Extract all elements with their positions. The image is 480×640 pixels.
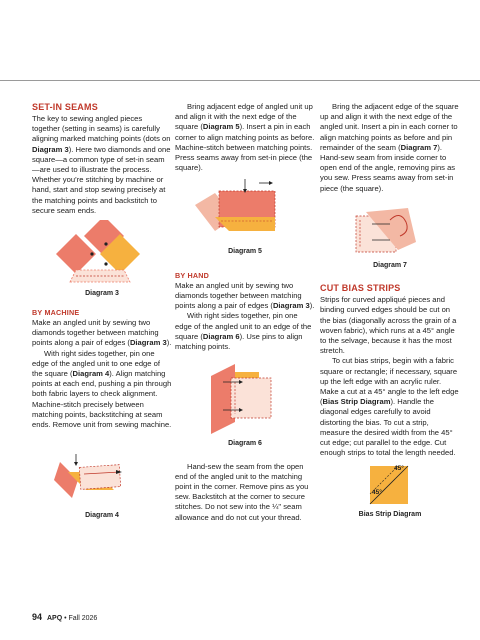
diagram-ref: Diagram 3 <box>32 144 69 154</box>
diagram-4-caption: Diagram 4 <box>85 512 119 520</box>
bias-angle-top-label: 45° <box>394 465 404 473</box>
diagram-ref: Diagram 3 <box>129 338 167 348</box>
diagram-3 <box>32 220 172 302</box>
set-in-seams-heading: SET-IN SEAMS <box>32 102 98 112</box>
diagram-7-caption: Diagram 7 <box>373 262 407 270</box>
diagram-4 <box>32 444 172 521</box>
diagram-ref: Diagram 7 <box>400 142 438 152</box>
by-hand-paragraph-2: With right sides together, pin one edge of the angled unit to an edge of the square (Diagram 6). Use pins to align matching points. <box>175 311 312 352</box>
column-3 <box>320 102 460 521</box>
top-rule <box>0 80 480 81</box>
by-hand-heading: BY HAND <box>175 270 210 280</box>
diagram-7-illustration <box>320 206 460 258</box>
column-2-paragraph-1: Bring adjacent edge of angled unit up and align it with the next edge of the square (Diagram 5). Insert a pin in each corner to align matching points as before. Machine-stitch between matching points. Press seams away from set-in piece (the square). <box>175 102 315 173</box>
diagram-5-caption: Diagram 5 <box>228 247 262 255</box>
column-2 <box>175 102 315 523</box>
cut-bias-strips-heading: CUT BIAS STRIPS <box>320 283 401 294</box>
footer-separator: • <box>62 615 69 622</box>
diagram-ref: Diagram 5 <box>202 122 240 132</box>
bias-angle-left-label: 45° <box>372 489 382 497</box>
diagram-3-illustration <box>32 220 172 288</box>
column-1 <box>32 102 172 522</box>
bias-strip-diagram <box>320 464 460 520</box>
diagram-3-caption: Diagram 3 <box>85 290 119 298</box>
bias-strip-diagram-caption: Bias Strip Diagram <box>358 511 422 519</box>
diagram-7 <box>320 206 460 271</box>
diagram-6-caption: Diagram 6 <box>228 440 262 448</box>
diagram-6 <box>175 362 315 449</box>
page-number: 94 <box>32 612 43 622</box>
diagram-4-illustration <box>32 444 172 508</box>
by-machine-paragraph-1: Make an angled unit by sewing two diamonds together between matching points along a pair of edges (Diagram 3). <box>32 318 172 348</box>
cut-bias-paragraph-2: To cut bias strips, begin with a fabric square or rectangle; if necessary, square up the left edge with an acrylic ruler. Make a cut at a 45° angle to the left edge (Bias Strip Diagram). Handle the diagonal edges carefully to avoid distorting the bias. To cut a strip, measure the desired width from the 45° cut edge; cut parallel to the edge. Cut enough strips to total the length needed. <box>320 356 459 458</box>
diagram-5 <box>175 177 315 256</box>
diagram-ref: Bias Strip Diagram <box>322 397 391 407</box>
column-3-paragraph-1: Bring the adjacent edge of the square up and align it with the next edge of the angled unit. Insert a pin in each corner to align matching points as before and pin remainder of the seam (Diagram 7). Hand-sew seam from inside corner to open end of the angle, removing pins as you sew. Press seams away from set-in piece (the square). <box>320 102 459 193</box>
column-2-paragraph-final: Hand-sew the seam from the open end of the angled unit to the matching point in the corner. Remove pins as you sew. Backstitch at the corner to secure stitches. Do not sew into the ¼" seam allowance and do not cut your thread. <box>175 461 309 522</box>
by-machine-heading: BY MACHINE <box>32 308 80 318</box>
set-in-seams-intro: The key to sewing angled pieces together (setting in seams) is carefully aligning marked matching points (dots on Diagram 3). Here two diamonds and one square—a common type of set-in seam—are used to illustrate the process. Whether you’re stitching by machine or hand, start and stop sewing precisely at the matching points and backstitch to secure seam ends. <box>32 114 171 215</box>
diagram-6-illustration <box>175 362 315 436</box>
by-hand-paragraph-1: Make an angled unit by sewing two diamonds together between matching points along a pair of edges (Diagram 3). <box>175 280 315 311</box>
magazine-name: APQ <box>46 615 63 622</box>
cut-bias-paragraph-1: Strips for curved appliqué pieces and binding curved edges should be cut on the bias (diagonally across the grain of a woven fabric), which runs at a 45° angle to the selvage, because it has the most stretch. <box>320 295 457 356</box>
issue-label: Fall 2026 <box>68 615 98 622</box>
bias-strip-illustration <box>320 464 460 508</box>
page-footer <box>32 612 97 622</box>
diagram-5-illustration <box>175 177 315 243</box>
diagram-ref: Diagram 6 <box>202 331 240 341</box>
diagram-ref: Diagram 4 <box>72 369 110 379</box>
by-machine-paragraph-2: With right sides together, pin one edge of the angled unit to one edge of the square (Diagram 4). Align matching points at each end, pushing a pin through both fabric layers to check alignment. Machine-stitch precisely between matching points, backstitching at seam ends. Remove unit from sewing machine. <box>32 348 172 430</box>
diagram-ref: Diagram 3 <box>272 301 310 311</box>
